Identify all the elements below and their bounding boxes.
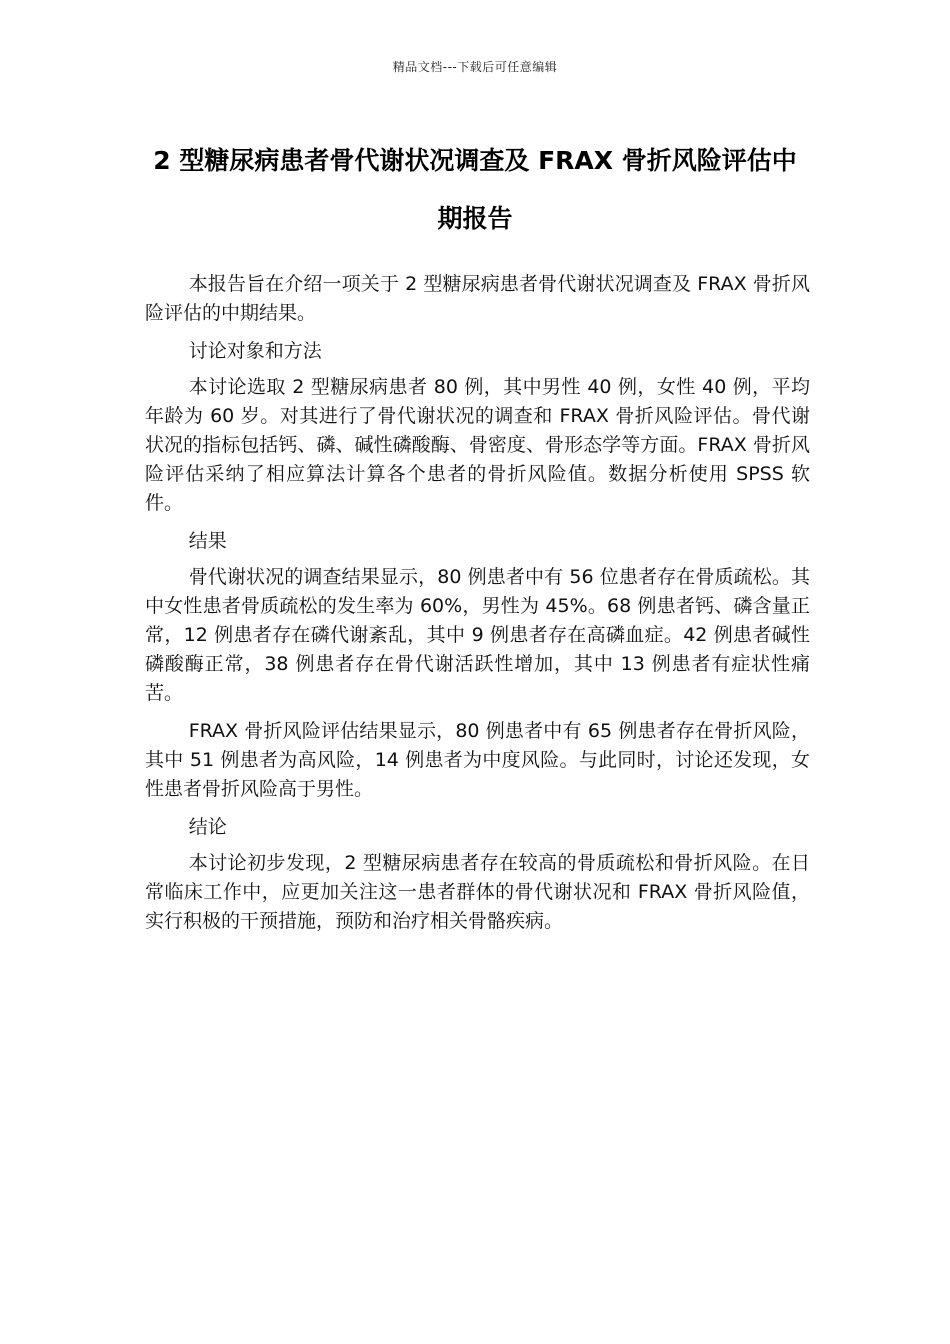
document-body xyxy=(145,270,810,945)
document-title: 2 型糖尿病患者骨代谢状况调查及 FRAX 骨折风险评估中期报告 xyxy=(153,146,797,233)
conclusion-paragraph: 本讨论初步发现，2 型糖尿病患者存在较高的骨质疏松和骨折风险。在日常临床工作中，应更加关注这一患者群体的骨代谢状况和 FRAX 骨折风险值，实行积极的干预措施，预防和治疗相关骨骼疾病。 xyxy=(145,852,810,932)
header-note: 精品文档---下载后可任意编辑 xyxy=(392,60,558,74)
results-paragraph-1: 骨代谢状况的调查结果显示，80 例患者中有 56 位患者存在骨质疏松。其中女性患者骨质疏松的发生率为 60%，男性为 45%。68 例患者钙、磷含量正常，12 例患者存在磷代谢紊乱，其中 9 例患者存在高磷血症。42 例患者碱性磷酸酶正常，38 例患者存在骨代谢活跃性增加，其中 13 例患者有症状性痛苦。 xyxy=(145,566,810,704)
section-heading-conclusion: 结论 xyxy=(188,816,227,838)
results-paragraph-2: FRAX 骨折风险评估结果显示，80 例患者中有 65 例患者存在骨折风险，其中 51 例患者为高风险，14 例患者为中度风险。与此同时，讨论还发现，女性患者骨折风险高于男性。 xyxy=(145,720,810,800)
section-heading-methods: 讨论对象和方法 xyxy=(188,340,322,362)
methods-paragraph: 本讨论选取 2 型糖尿病患者 80 例，其中男性 40 例，女性 40 例，平均年龄为 60 岁。对其进行了骨代谢状况的调查和 FRAX 骨折风险评估。骨代谢状况的指标包括钙、磷、碱性磷酸酶、骨密度、骨形态学等方面。FRAX 骨折风险评估采纳了相应算法计算各个患者的骨折风险值。数据分析使用 SPSS 软件。 xyxy=(145,376,810,514)
section-heading-results: 结果 xyxy=(188,530,227,552)
intro-paragraph: 本报告旨在介绍一项关于 2 型糖尿病患者骨代谢状况调查及 FRAX 骨折风险评估的中期结果。 xyxy=(145,273,810,324)
